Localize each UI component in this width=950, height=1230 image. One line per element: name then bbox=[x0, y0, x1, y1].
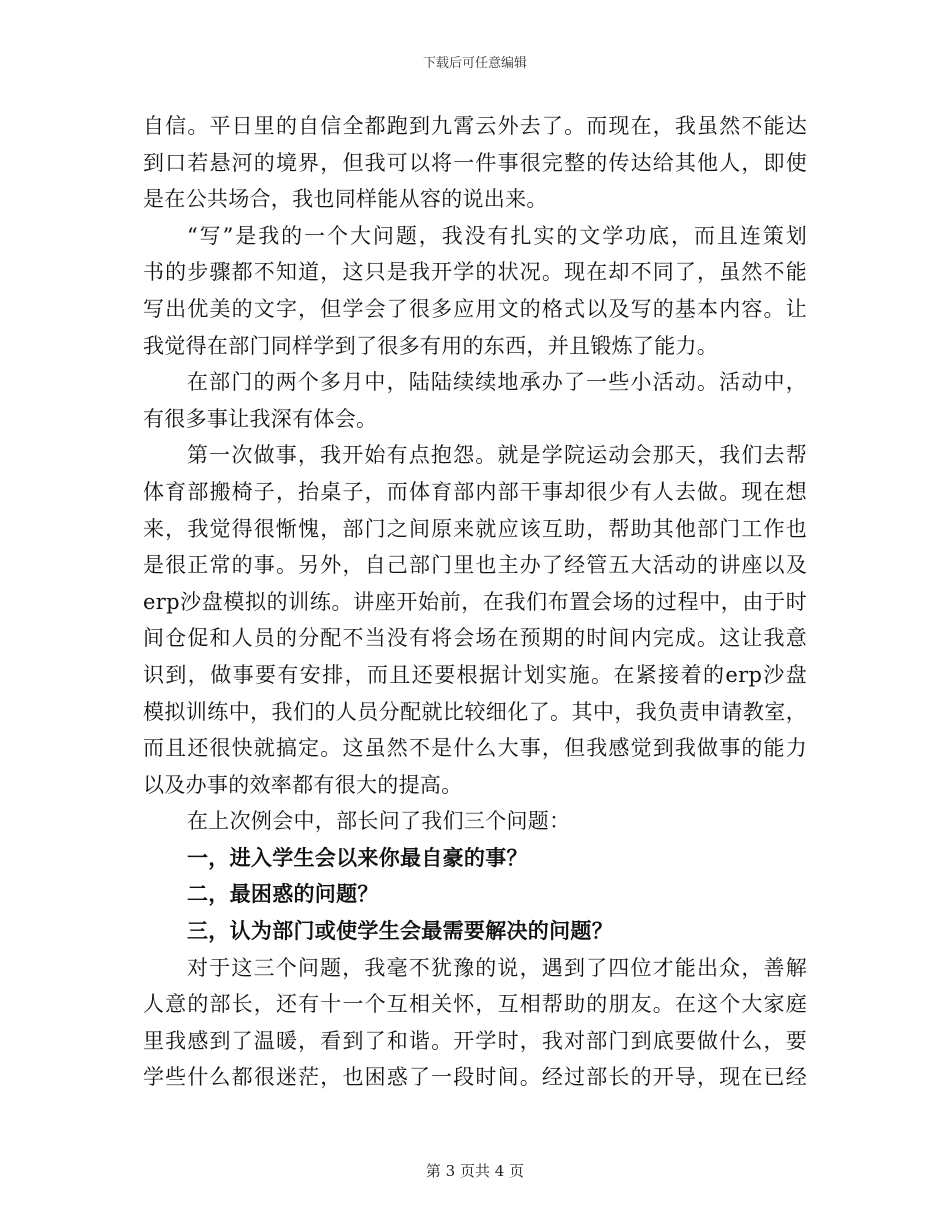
body-line: 来，我觉得很惭愧，部门之间原来就应该互助，帮助其他部门工作也 bbox=[143, 516, 807, 541]
page-header: 下载后可任意编辑 bbox=[422, 56, 527, 71]
page-footer: 第 3 页共 4 页 bbox=[425, 1162, 525, 1180]
body-line: 是很正常的事。另外，自己部门里也主办了经管五大活动的讲座以及 bbox=[143, 553, 807, 578]
body-line: 第一次做事，我开始有点抱怨。就是学院运动会那天，我们去帮 bbox=[187, 443, 807, 468]
body-line: 以及办事的效率都有很大的提高。 bbox=[143, 772, 463, 797]
body-line: 写出优美的文字，但学会了很多应用文的格式以及写的基本内容。让 bbox=[143, 296, 807, 321]
body-line: 有很多事让我深有体会。 bbox=[143, 406, 378, 431]
body-line: 在部门的两个多月中，陆陆续续地承办了一些小活动。活动中， bbox=[187, 370, 807, 395]
body-line: 而且还很快就搞定。这虽然不是什么大事，但我感觉到我做事的能力 bbox=[143, 736, 807, 761]
body-line: 间仓促和人员的分配不当没有将会场在预期的时间内完成。这让我意 bbox=[143, 626, 807, 651]
body-line: 是在公共场合，我也同样能从容的说出来。 bbox=[143, 187, 548, 212]
body-line: 在上次例会中，部长问了我们三个问题： bbox=[187, 809, 571, 834]
body-line: “写”是我的一个大问题，我没有扎实的文学功底，而且连策划 bbox=[187, 223, 807, 248]
body-line: erp沙盘模拟的训练。讲座开始前，在我们布置会场的过程中，由于时 bbox=[143, 589, 807, 614]
body-line: 学些什么都很迷茫，也困惑了一段时间。经过部长的开导，现在已经 bbox=[143, 1065, 807, 1090]
body-line: 自信。平日里的自信全都跑到九霄云外去了。而现在，我虽然不能达 bbox=[143, 114, 807, 138]
body-line: 识到，做事要有安排，而且还要根据计划实施。在紧接着的erp沙盘 bbox=[143, 662, 807, 687]
body-line: 到口若悬河的境界，但我可以将一件事很完整的传达给其他人，即使 bbox=[143, 150, 807, 175]
body-line: 里我感到了温暖，看到了和谐。开学时，我对部门到底要做什么，要 bbox=[143, 1028, 807, 1053]
body-line: 书的步骤都不知道，这只是我开学的状况。现在却不同了，虽然不能 bbox=[143, 260, 807, 285]
question-three: 三，认为部门或使学生会最需要解决的问题？ bbox=[187, 918, 613, 944]
body-line: 对于这三个问题，我毫不犹豫的说，遇到了四位才能出众，善解 bbox=[187, 955, 807, 980]
question-two: 二，最困惑的问题？ bbox=[187, 881, 379, 907]
body-line: 模拟训练中，我们的人员分配就比较细化了。其中，我负责申请教室， bbox=[143, 699, 807, 724]
body-line: 人意的部长，还有十一个互相关怀，互相帮助的朋友。在这个大家庭 bbox=[143, 992, 807, 1017]
body-line: 我觉得在部门同样学到了很多有用的东西，并且锻炼了能力。 bbox=[143, 333, 719, 358]
document-body bbox=[143, 108, 807, 1096]
body-line: 体育部搬椅子，抬桌子，而体育部内部干事却很少有人去做。现在想 bbox=[143, 479, 807, 504]
question-one: 一，进入学生会以来你最自豪的事？ bbox=[187, 844, 528, 870]
